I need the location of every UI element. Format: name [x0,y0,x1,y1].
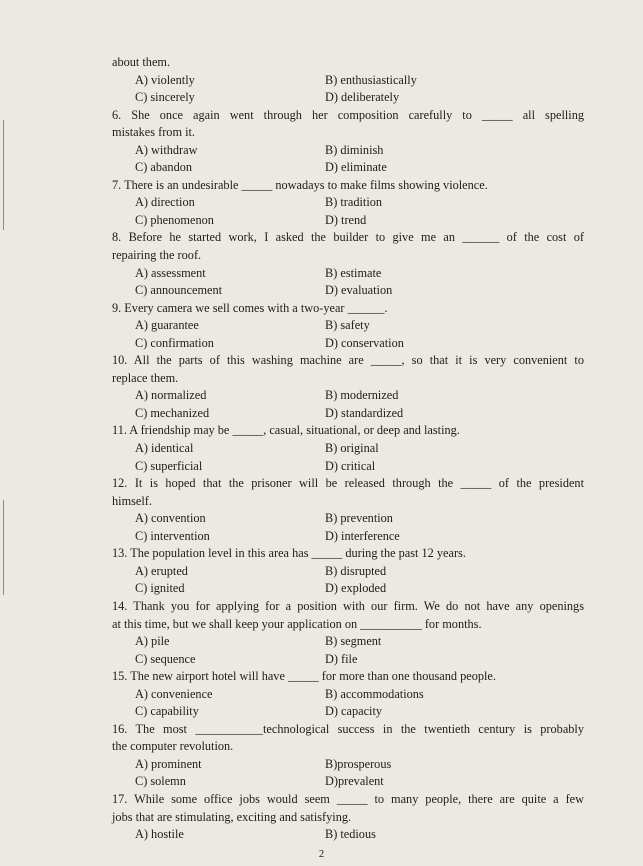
text-line: 11. A friendship may be _____, casual, situational, or deep and lasting. [112,423,460,438]
question-stem: 14. Thank you for applying for a position with our firm. We do not have any openings [112,598,584,613]
question-stem: 17. While some office jobs would seem _____ to many people, there are quite a few [112,791,584,806]
option-left: A) erupted [135,563,188,578]
options-row [112,703,584,721]
page-number: 2 [318,849,325,860]
option-right: D) standardized [325,405,404,420]
option-right: D)prevalent [325,774,384,789]
option-right: B) modernized [325,388,399,403]
option-left: C) mechanized [135,405,210,420]
options-row [112,72,584,90]
options-row [112,773,584,791]
option-left: C) sincerely [135,90,195,105]
question-stem: 8. Before he started work, I asked the builder to give me an ______ of the cost of [112,230,584,245]
option-left: A) identical [135,441,194,456]
option-left: C) capability [135,704,199,719]
options-row [112,756,584,774]
option-right: D) exploded [325,581,387,596]
option-left: C) phenomenon [135,212,214,227]
option-left: C) abandon [135,160,193,175]
option-left: C) solemn [135,774,186,789]
option-right: D) deliberately [325,90,400,105]
options-row [112,265,584,283]
options-row [112,510,584,528]
option-right: B) original [325,441,379,456]
question-stem: 10. All the parts of this washing machine are _____, so that it is very convenient to [112,353,584,368]
options-row [112,335,584,353]
option-right: B) accommodations [325,686,424,701]
options-row [112,826,584,844]
options-row [112,89,584,107]
text-line: the computer revolution. [112,739,234,754]
text-line: 9. Every camera we sell comes with a two-year ______. [112,300,388,315]
options-row [112,405,584,423]
text-line: 13. The population level in this area has _____ during the past 12 years. [112,546,466,561]
options-row [112,580,584,598]
option-right: B) prevention [325,511,393,526]
scan-margin-line [3,500,4,595]
option-right: D) eliminate [325,160,387,175]
question-stem: 12. It is hoped that the prisoner will be released through the _____ of the president [112,476,584,491]
option-left: C) announcement [135,283,223,298]
option-left: A) withdraw [135,142,198,157]
option-right: D) capacity [325,704,383,719]
option-right: B) diminish [325,142,384,157]
option-right: D) file [325,651,358,666]
options-row [112,528,584,546]
options-row [112,317,584,335]
option-right: B) tedious [325,827,376,842]
option-right: B) tradition [325,195,383,210]
option-left: A) direction [135,195,195,210]
text-line: jobs that are stimulating, exciting and satisfying. [112,809,352,824]
question-stem: 6. She once again went through her composition carefully to _____ all spelling [112,107,584,122]
options-row [112,440,584,458]
option-left: A) assessment [135,265,206,280]
options-row [112,282,584,300]
option-right: B) disrupted [325,563,387,578]
option-left: A) hostile [135,827,184,842]
options-row [112,212,584,230]
option-left: C) sequence [135,651,196,666]
option-right: B) enthusiastically [325,72,417,87]
option-left: C) confirmation [135,335,214,350]
options-row [112,651,584,669]
options-row [112,458,584,476]
option-right: D) trend [325,212,367,227]
option-left: C) superficial [135,458,203,473]
option-left: A) normalized [135,388,207,403]
option-right: B) estimate [325,265,382,280]
options-row [112,563,584,581]
text-line: 15. The new airport hotel will have _____ for more than one thousand people. [112,669,496,684]
option-right: D) critical [325,458,376,473]
option-right: D) evaluation [325,283,393,298]
text-line: about them. [112,55,171,69]
option-right: B) segment [325,634,382,649]
option-left: C) ignited [135,581,185,596]
scan-margin-line [3,120,4,230]
options-row [112,686,584,704]
text-line: replace them. [112,370,179,385]
options-row [112,194,584,212]
options-row [112,142,584,160]
option-right: B) safety [325,318,370,333]
option-left: C) intervention [135,528,210,543]
option-left: A) convention [135,511,206,526]
option-left: A) guarantee [135,318,199,333]
option-left: A) violently [135,72,195,87]
option-right: D) interference [325,528,400,543]
text-line: repairing the roof. [112,248,202,263]
option-right: B)prosperous [325,756,392,771]
options-row [112,159,584,177]
text-line: at this time, but we shall keep your application on __________ for months. [112,616,482,631]
text-line: mistakes from it. [112,125,195,140]
option-left: A) convenience [135,686,213,701]
text-line: 7. There is an undesirable _____ nowadays to make films showing violence. [112,177,488,192]
options-row [112,387,584,405]
option-right: D) conservation [325,335,404,350]
question-list [112,54,584,844]
option-left: A) prominent [135,756,202,771]
options-row [112,633,584,651]
question-stem: 16. The most ___________technological success in the twentieth century is probably [112,721,584,736]
option-left: A) pile [135,634,170,649]
text-line: himself. [112,493,152,508]
